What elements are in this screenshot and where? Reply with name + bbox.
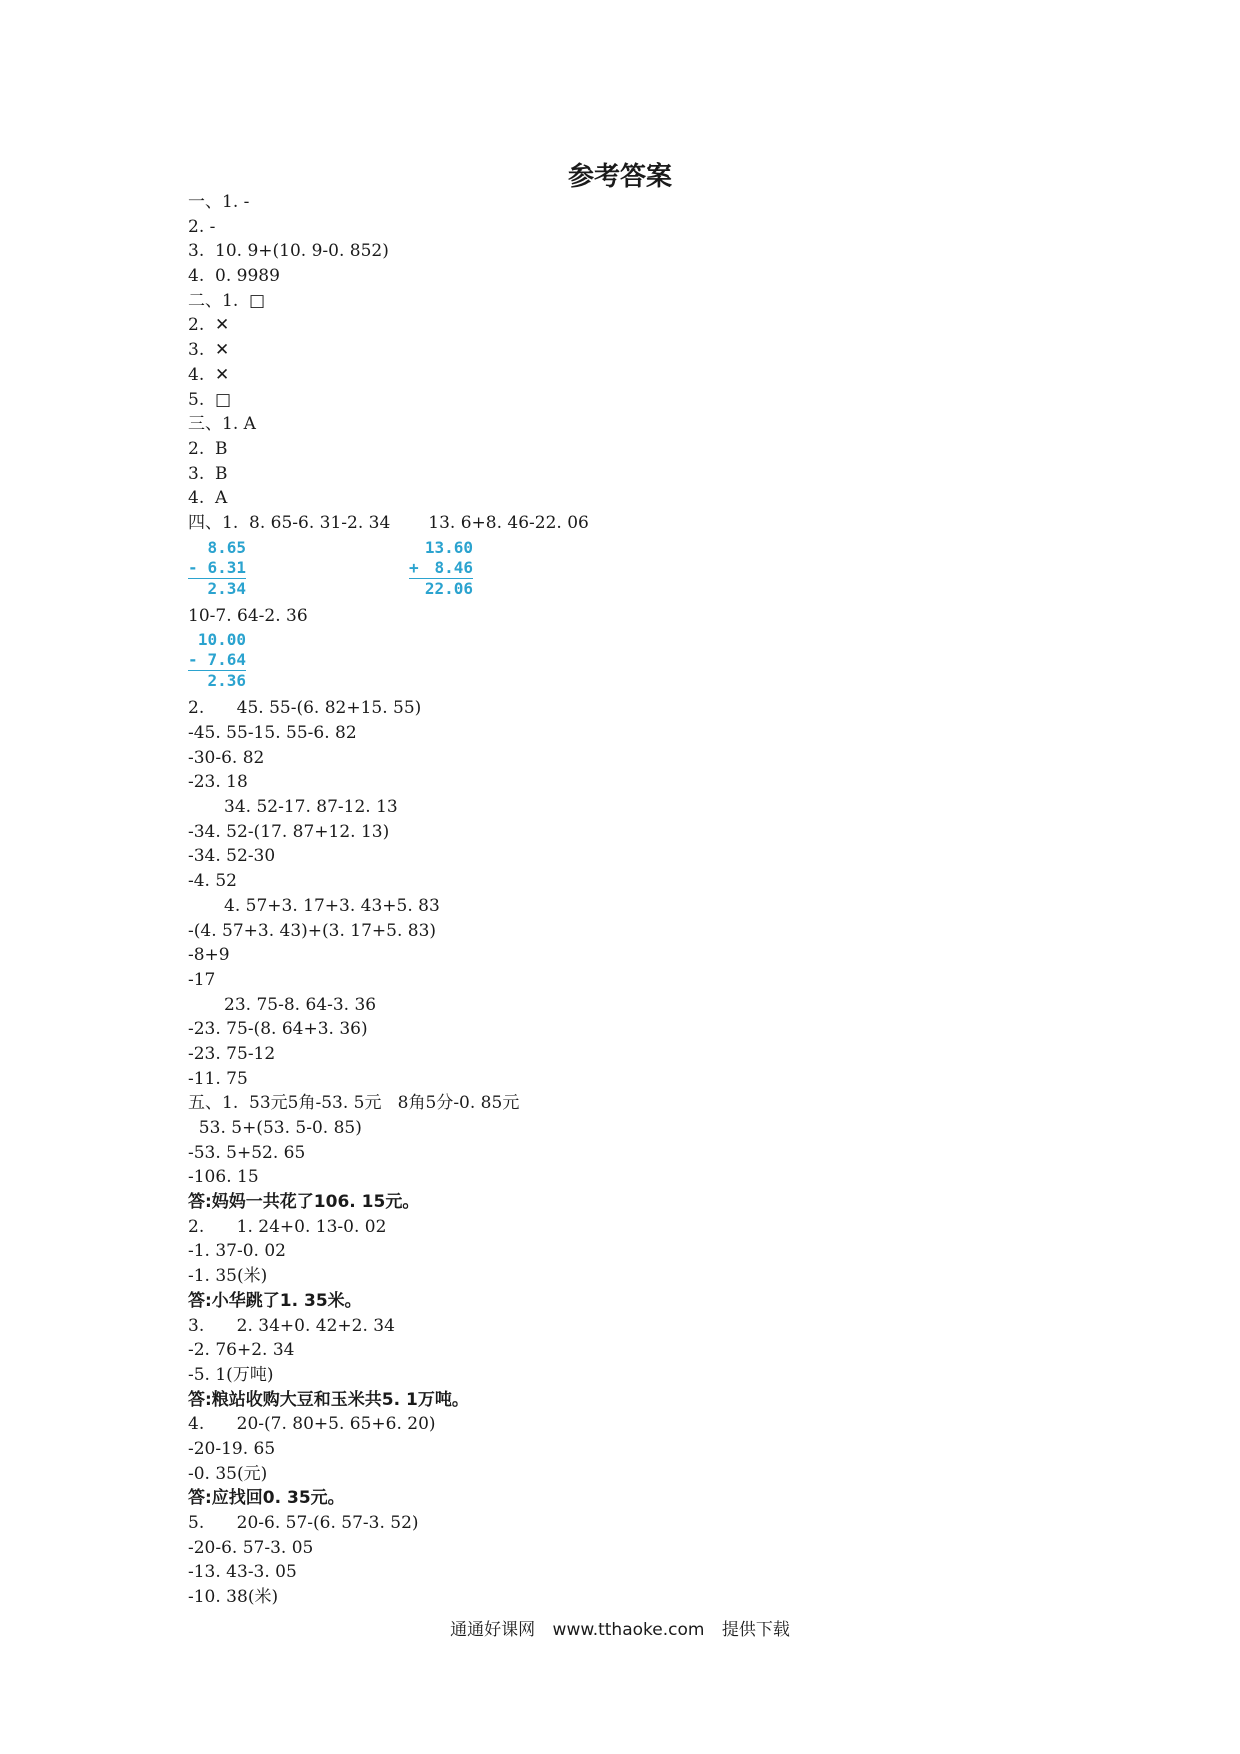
answer-line: -11. 75 [188,1068,248,1089]
footer-site-name: 通通好课网 [450,1620,536,1640]
vertical-calc-result: 2.36 [207,671,246,691]
section4-q1-third: 10-7. 64-2. 36 [188,605,308,626]
answer-line: -10. 38(米) [188,1587,279,1608]
vertical-calc-sign: - [188,650,198,670]
vertical-calc-top: 8.65 [207,537,246,557]
page-footer [0,1615,1240,1640]
answer-line: -34. 52-30 [188,846,276,867]
answer-line: 53. 5+(53. 5-0. 85) [188,1118,362,1138]
vertical-calc-1 [188,538,246,599]
answer-line: 5. 20-6. 57-(6. 57-3. 52) [188,1513,419,1533]
vertical-calc-3 [188,630,246,691]
answers-section-4-5 [188,696,1088,1609]
answer-line: -45. 55-15. 55-6. 82 [188,723,357,743]
vertical-calc-sign: - [188,557,198,577]
answer-line: 3. B [188,463,228,484]
vertical-calc-result: 2.34 [207,578,246,598]
answer-line: 一、1. - [188,192,250,212]
answer-line: 4. A [188,488,228,509]
answer-line: -23. 75-(8. 64+3. 36) [188,1019,368,1040]
answer-line: -1. 37-0. 02 [188,1241,286,1262]
answer-line: 3. ✕ [188,340,230,361]
answer-line: 答:应找回0. 35元。 [188,1488,345,1509]
vertical-calc-second: 7.64 [207,650,246,670]
answer-line: -30-6. 82 [188,747,265,768]
answer-line: -(4. 57+3. 43)+(3. 17+5. 83) [188,920,437,941]
section4-q1-line [188,511,1088,536]
section4-q1-right: 13. 6+8. 46-22. 06 [428,512,589,533]
answer-line: 4. 57+3. 17+3. 43+5. 83 [224,895,440,916]
answer-line: 答:粮站收购大豆和玉米共5. 1万吨。 [188,1389,469,1410]
vertical-calc-row [188,536,1088,604]
answer-line: 三、1. A [188,414,256,435]
answer-line: -5. 1(万吨) [188,1364,274,1385]
answer-line: 23. 75-8. 64-3. 36 [224,994,377,1015]
footer-url[interactable]: www.tthaoke.com [552,1620,705,1640]
answer-line: 5. □ [188,389,232,410]
answer-line: 34. 52-17. 87-12. 13 [224,797,398,818]
answer-line: 答:妈妈一共花了106. 15元。 [188,1192,420,1213]
answers-section-1-3 [188,190,1088,511]
vertical-calc-second: 6.31 [207,557,246,577]
vertical-calc-2 [409,538,473,599]
answer-line: 二、1. □ [188,290,266,311]
answer-line: -17 [188,969,216,990]
answer-line: 4. 0. 9989 [188,266,280,287]
answer-line: -23. 18 [188,772,248,793]
vertical-calc-sign: + [409,557,419,577]
answer-line: -2. 76+2. 34 [188,1340,295,1361]
answer-line: 2. 1. 24+0. 13-0. 02 [188,1216,387,1237]
answer-content [188,190,1088,1610]
answer-line: 2. 45. 55-(6. 82+15. 55) [188,698,422,719]
answer-line: -106. 15 [188,1167,259,1188]
answer-line: -34. 52-(17. 87+12. 13) [188,821,390,842]
answer-line: 4. ✕ [188,364,230,385]
vertical-calc-top: 10.00 [197,630,246,650]
answer-line: -53. 5+52. 65 [188,1142,306,1163]
answer-line: -20-6. 57-3. 05 [188,1537,314,1558]
answer-line: -8+9 [188,945,230,966]
answer-line: -4. 52 [188,871,237,892]
answer-line: 3. 2. 34+0. 42+2. 34 [188,1315,395,1336]
answer-line: -1. 35(米) [188,1266,268,1287]
section4-q1-left: 四、1. 8. 65-6. 31-2. 34 [188,512,391,533]
answer-line: -20-19. 65 [188,1438,276,1459]
answer-line: -13. 43-3. 05 [188,1562,297,1583]
vertical-calc-top: 13.60 [424,537,473,557]
answer-line: 五、1. 53元5角-53. 5元 8角5分-0. 85元 [188,1093,520,1114]
answer-line: 2. B [188,438,228,459]
footer-suffix: 提供下载 [721,1620,790,1640]
answer-line: 3. 10. 9+(10. 9-0. 852) [188,241,389,262]
answer-line: 2. ✕ [188,315,230,336]
vertical-calc-result: 22.06 [424,578,473,598]
answer-line: 答:小华跳了1. 35米。 [188,1290,362,1311]
page-title: 参考答案 [567,162,672,192]
answer-line: -23. 75-12 [188,1043,276,1064]
answer-line: 2. - [188,216,216,237]
answer-line: -0. 35(元) [188,1463,268,1484]
vertical-calc-second: 8.46 [434,557,473,577]
answer-line: 4. 20-(7. 80+5. 65+6. 20) [188,1414,436,1435]
